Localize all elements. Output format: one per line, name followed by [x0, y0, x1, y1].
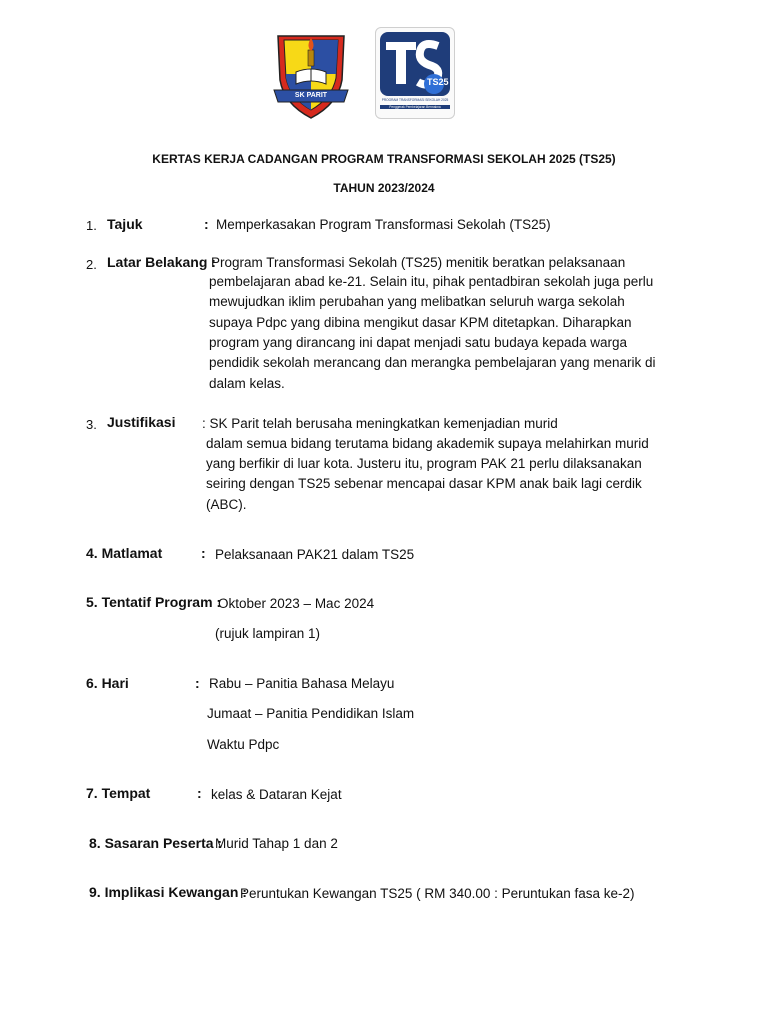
tempat-value: kelas & Dataran Kejat: [211, 787, 342, 802]
tajuk-label: Tajuk: [107, 216, 143, 232]
matlamat-value: Pelaksanaan PAK21 dalam TS25: [215, 547, 415, 562]
implikasi-label: 9. Implikasi Kewangan :: [89, 884, 247, 900]
latar-line: dalam kelas.: [209, 376, 285, 391]
latar-label: Latar Belakang :: [107, 254, 216, 270]
tajuk-value: Memperkasakan Program Transformasi Sekolah (TS25): [216, 217, 551, 232]
justifikasi-line: : SK Parit telah berusaha meningkatkan kemenjadian murid: [202, 416, 558, 431]
latar-line: pembelajaran abad ke-21. Selain itu, pihak pentadbiran sekolah juga perlu: [209, 274, 654, 289]
latar-line: program yang dirancang ini dapat menjadi satu budaya kepada warga: [209, 335, 628, 350]
sasaran-label: 8. Sasaran Peserta :: [89, 835, 223, 851]
matlamat-colon: :: [201, 545, 206, 561]
hari-line: Waktu Pdpc: [207, 737, 280, 752]
tajuk-number: 1.: [86, 218, 97, 233]
school-crest-logo: [272, 28, 350, 122]
tajuk-colon: :: [204, 216, 209, 232]
implikasi-value: Peruntukan Kewangan TS25 ( RM 340.00 : Peruntukan fasa ke-2): [240, 886, 635, 901]
latar-line: pendidik sekolah merancang dan merangka pembelajaran yang menarik di: [209, 355, 656, 370]
hari-colon: :: [195, 675, 200, 691]
latar-line: Program Transformasi Sekolah (TS25) menitik beratkan pelaksanaan: [211, 255, 626, 270]
tentatif-label: 5. Tentatif Program :: [86, 594, 222, 610]
justifikasi-label: Justifikasi: [107, 414, 176, 430]
hari-label: 6. Hari: [86, 675, 129, 691]
sasaran-value: Murid Tahap 1 dan 2: [215, 836, 338, 851]
ts25-logo: [375, 27, 455, 119]
tempat-colon: :: [197, 785, 202, 801]
hari-line: Rabu – Panitia Bahasa Melayu: [209, 676, 395, 691]
document-title: KERTAS KERJA CADANGAN PROGRAM TRANSFORMASI SEKOLAH 2025 (TS25): [152, 152, 616, 166]
justifikasi-line: yang berfikir di luar kota. Justeru itu, program PAK 21 perlu dilaksanakan: [206, 456, 642, 471]
justifikasi-line: (ABC).: [206, 497, 247, 512]
tentatif-value: Oktober 2023 – Mac 2024: [218, 596, 375, 611]
justifikasi-line: seiring dengan TS25 sebenar mencapai dasar KPM anak baik lagi cerdik: [206, 476, 642, 491]
tentatif-note: (rujuk lampiran 1): [215, 626, 321, 641]
matlamat-label: 4. Matlamat: [86, 545, 163, 561]
latar-line: mewujudkan iklim perubahan yang melibatkan seluruh warga sekolah: [209, 294, 625, 309]
ts25-tagline: Penggerak Pembelajaran Bermakna: [380, 105, 450, 109]
tempat-label: 7. Tempat: [86, 785, 151, 801]
hari-line: Jumaat – Panitia Pendidikan Islam: [207, 706, 415, 721]
ts25-logo-text: TS25: [427, 77, 449, 87]
justifikasi-line: dalam semua bidang terutama bidang akademik supaya melahirkan murid: [206, 436, 649, 451]
crest-banner-text: SK PARIT: [294, 92, 328, 99]
justifikasi-number: 3.: [86, 417, 97, 432]
latar-line: supaya Pdpc yang dibina mengikut dasar KPM ditetapkan. Diharapkan: [209, 315, 632, 330]
document-year: TAHUN 2023/2024: [333, 181, 435, 195]
latar-number: 2.: [86, 257, 97, 272]
ts25-caption: PROGRAM TRANSFORMASI SEKOLAH 2025: [381, 98, 449, 102]
